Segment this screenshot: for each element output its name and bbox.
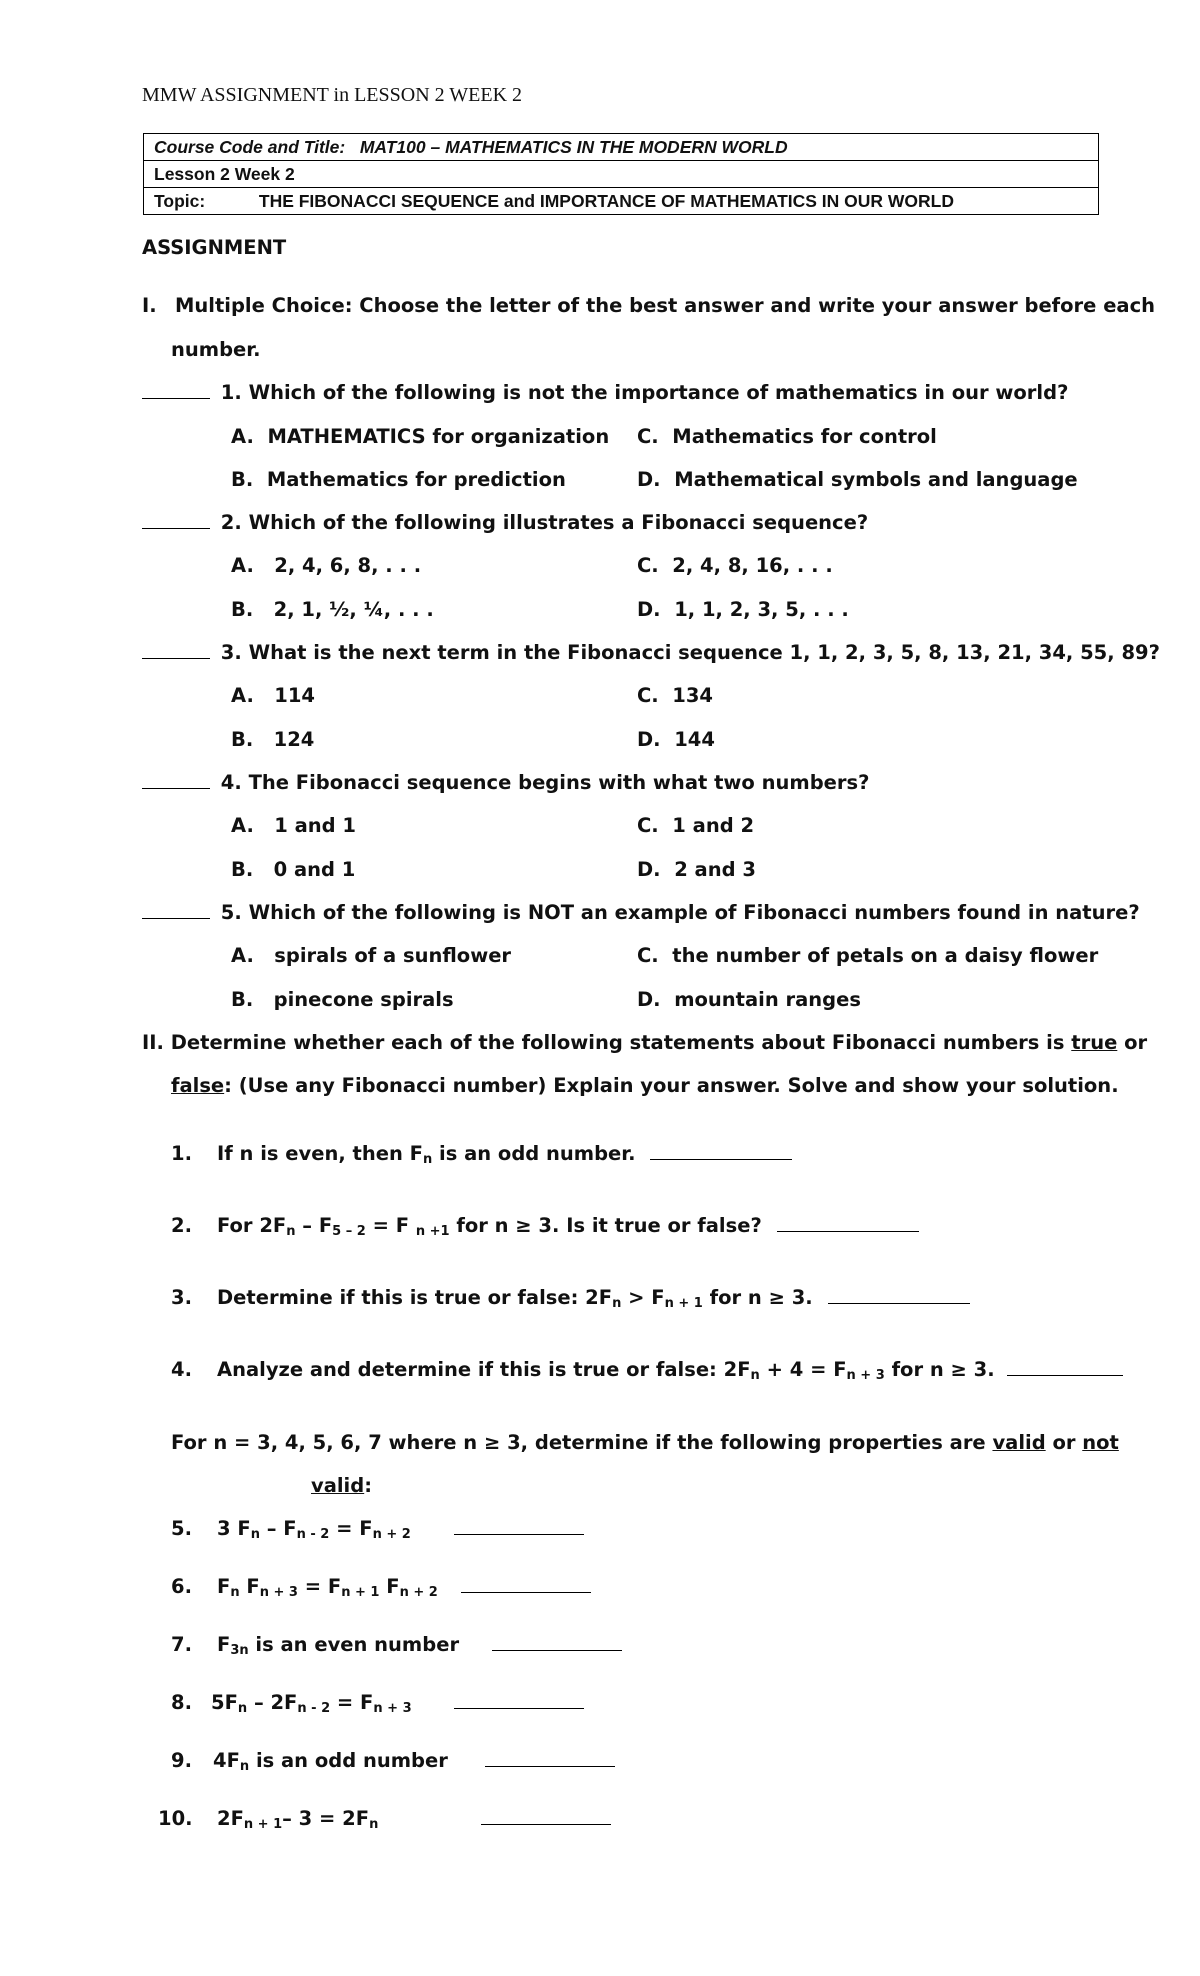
- answer-blank-p6[interactable]: [461, 1591, 591, 1593]
- validity-instruction-line2: valid:: [311, 1474, 373, 1497]
- property-9: 9. $4F_n$ is an odd number: [171, 1748, 619, 1780]
- answer-blank-s1[interactable]: [650, 1158, 792, 1160]
- topic-row: [144, 188, 1099, 215]
- option-4d: D. 2 and 3: [637, 858, 756, 881]
- answer-blank-3[interactable]: [142, 657, 210, 659]
- question-5: 5. Which of the following is NOT an example of Fibonacci numbers found in nature?: [142, 900, 1140, 926]
- answer-blank-s4[interactable]: [1007, 1374, 1123, 1376]
- statement-2: 2. For $2F_n - F_{5 - 2} = F$ $_{n +1}$ for n ≥ 3. Is it true or false?: [171, 1213, 923, 1245]
- course-value: MAT100 – MATHEMATICS IN THE MODERN WORLD: [359, 136, 788, 157]
- option-1c: C. Mathematics for control: [637, 425, 937, 448]
- answer-blank-p7[interactable]: [492, 1649, 622, 1651]
- statement-4: 4. Analyze and determine if this is true or false: $2F_n + 4 = F_{n + 3}$ for n ≥ 3.: [171, 1357, 1127, 1389]
- option-4c: C. 1 and 2: [637, 814, 755, 837]
- question-4: 4. The Fibonacci sequence begins with what two numbers?: [142, 770, 869, 796]
- validity-instruction-line1: For n = 3, 4, 5, 6, 7 where n ≥ 3, determine if the following properties are valid or not: [171, 1431, 1119, 1454]
- option-2a: A. 2, 4, 6, 8, . . .: [231, 554, 422, 577]
- option-2b: B. 2, 1, ½, ¼, . . .: [231, 598, 434, 621]
- question-2: 2. Which of the following illustrates a Fibonacci sequence?: [142, 510, 868, 536]
- property-8: 8. $5F_n - 2F_{n - 2} = F_{n + 3}$: [171, 1690, 588, 1722]
- statement-1: 1. If n is even, then $F_n$ is an odd number.: [171, 1141, 796, 1173]
- answer-blank-p5[interactable]: [454, 1533, 584, 1535]
- property-5: 5. 3 $F_n - F_{n - 2} = F_{n + 2}$: [171, 1516, 588, 1548]
- part1-instruction-line2: number.: [171, 338, 261, 361]
- part2-line1: II. Determine whether each of the following statements about Fibonacci numbers is true or: [142, 1031, 1148, 1054]
- page-header: MMW ASSIGNMENT in LESSON 2 WEEK 2: [142, 84, 523, 106]
- assignment-title: ASSIGNMENT: [142, 236, 287, 259]
- property-6: 6. $F_n$ $F_{n + 3} = F_{n + 1}$ $F_{n + 2}$: [171, 1574, 595, 1606]
- answer-blank-s3[interactable]: [828, 1302, 970, 1304]
- topic-cell: [144, 188, 1099, 215]
- answer-blank-p8[interactable]: [454, 1707, 584, 1709]
- option-1b: B. Mathematics for prediction: [231, 468, 566, 491]
- answer-blank-p9[interactable]: [485, 1765, 615, 1767]
- question-3: 3. What is the next term in the Fibonacci sequence 1, 1, 2, 3, 5, 8, 13, 21, 34, 55, 89?: [142, 640, 1160, 666]
- question-1: [142, 380, 1068, 406]
- answer-blank-2[interactable]: [142, 527, 210, 529]
- lesson-cell: Lesson 2 Week 2: [144, 161, 1099, 188]
- course-label: Course Code and Title:: [154, 136, 346, 157]
- option-3b: B. 124: [231, 728, 315, 751]
- answer-blank-1[interactable]: [142, 397, 210, 399]
- answer-blank-p10[interactable]: [481, 1823, 611, 1825]
- property-7: 7. $F_{3n}$ is an even number: [171, 1632, 626, 1664]
- statement-3: 3. Determine if this is true or false: $2F_n > F_{n + 1}$ for n ≥ 3.: [171, 1285, 974, 1317]
- option-2c: C. 2, 4, 8, 16, . . .: [637, 554, 833, 577]
- option-5d: D. mountain ranges: [637, 988, 861, 1011]
- option-1d: D. Mathematical symbols and language: [637, 468, 1078, 491]
- question-text: Which of the following is not the importance of mathematics in our world?: [248, 381, 1069, 404]
- option-5b: B. pinecone spirals: [231, 988, 454, 1011]
- course-info-table: [143, 133, 1099, 215]
- option-3d: D. 144: [637, 728, 715, 751]
- property-10: 10. $2F_{n + 1}-$ $3 = 2F_n$: [158, 1806, 615, 1838]
- lesson-row: [144, 161, 1099, 188]
- option-5a: A. spirals of a sunflower: [231, 944, 512, 967]
- part2-line2: false: (Use any Fibonacci number) Explain your answer. Solve and show your solution.: [171, 1074, 1119, 1097]
- part1-instruction-line1: Multiple Choice: Choose the letter of the best answer and write your answer before each: [175, 294, 1156, 317]
- option-4b: B. 0 and 1: [231, 858, 356, 881]
- option-3c: C. 134: [637, 684, 714, 707]
- option-5c: C. the number of petals on a daisy flower: [637, 944, 1099, 967]
- course-row: [144, 134, 1099, 161]
- course-cell: [144, 134, 1099, 161]
- answer-blank-s2[interactable]: [777, 1230, 919, 1232]
- option-2d: D. 1, 1, 2, 3, 5, . . .: [637, 598, 849, 621]
- option-1a: A. MATHEMATICS for organization: [231, 425, 610, 448]
- topic-value: THE FIBONACCI SEQUENCE and IMPORTANCE OF MATHEMATICS IN OUR WORLD: [258, 190, 954, 211]
- topic-label: Topic:: [154, 190, 206, 211]
- question-number: 1.: [220, 381, 242, 404]
- option-3a: A. 114: [231, 684, 315, 707]
- part1-numeral: I.: [142, 294, 157, 317]
- answer-blank-5[interactable]: [142, 917, 210, 919]
- answer-blank-4[interactable]: [142, 787, 210, 789]
- option-4a: A. 1 and 1: [231, 814, 356, 837]
